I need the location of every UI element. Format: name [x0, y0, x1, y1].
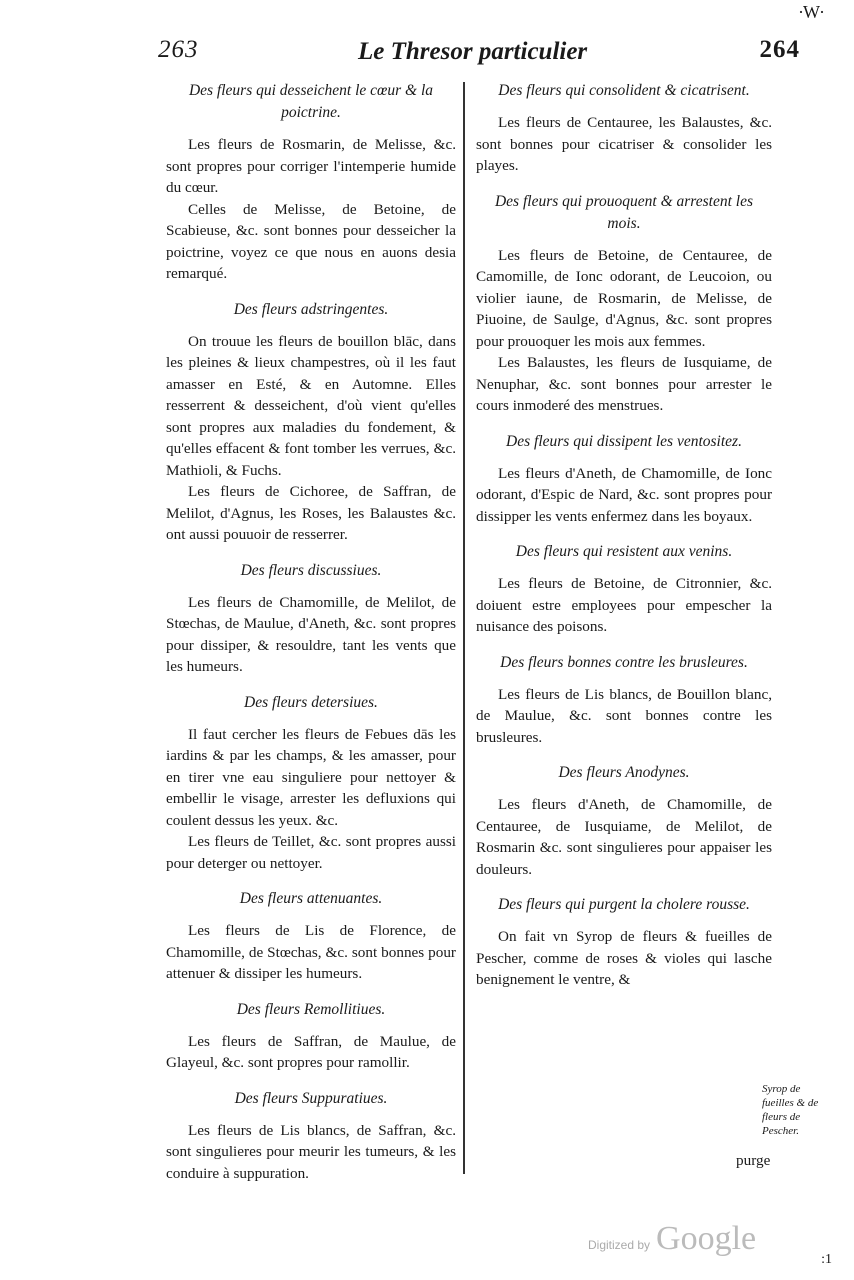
paragraph: Celles de Melisse, de Betoine, de Scabieuse, &c. sont bonnes pour desseicher la poictrine, voyez ce que nous en auons desia remarqué.	[166, 200, 456, 282]
catchword: purge	[736, 1152, 771, 1169]
paragraph: Les fleurs de Teillet, &c. sont propres aussi pour deterger ou nettoyer.	[166, 833, 456, 872]
paragraph: Les fleurs de Cichoree, de Saffran, de Melilot, d'Agnus, les Roses, les Balaustes &c. ont aussi pouuoir de resserrer.	[166, 483, 456, 543]
google-logo: Google	[656, 1220, 757, 1257]
section	[166, 299, 456, 546]
section	[166, 692, 456, 875]
paragraph: Les fleurs de Saffran, de Maulue, de Glayeul, &c. sont propres pour ramollir.	[166, 1032, 456, 1071]
paragraph: Il faut cercher les fleurs de Febues dās les iardins & par les champs, & les amasser, pour en tirer vne eau singuliere pour nettoyer & embellir le visage, arrester les defluxions qui coulent dessus les yeux. &c.	[166, 725, 456, 829]
section-heading: Des fleurs bonnes contre les brusleures.	[500, 653, 748, 671]
section	[166, 888, 456, 985]
section-heading: Des fleurs qui prouoquent & arrestent les mois.	[494, 192, 754, 232]
section-heading: Des fleurs detersiues.	[244, 693, 378, 711]
corner-mark: ·W·	[798, 2, 824, 22]
section-heading: Des fleurs Anodynes.	[558, 764, 690, 781]
section	[476, 191, 772, 417]
section	[476, 80, 772, 177]
paragraph: Les fleurs d'Aneth, de Chamomille, de Ionc odorant, d'Espic de Nard, &c. sont propres pour dissipper les vents enfermez dans les boyaux.	[476, 464, 772, 525]
section-heading: Des fleurs qui consolident & cicatrisent.	[498, 82, 750, 99]
page-number-right: 264	[759, 36, 800, 63]
section-heading: Des fleurs Remollitiues.	[236, 1000, 386, 1018]
paragraph: Les fleurs de Betoine, de Citronnier, &c. doiuent estre employees pour empescher la nuisance des poisons.	[476, 575, 772, 635]
section	[166, 80, 456, 285]
stray-mark: :1	[821, 1252, 832, 1267]
section	[476, 541, 772, 638]
marginal-note: Syrop de fueilles & de fleurs de Pescher.	[762, 1083, 819, 1137]
section	[476, 431, 772, 528]
paragraph: On trouue les fleurs de bouillon blāc, dans les pleines & lieux champestres, où il les faut amasser en Esté, & en Automne. Elles resserrent & desseichent, d'où vient qu'elles sont propres aux maladies du fondement, & qu'elles effacent & font tomber les verrues, &c. Mathioli, & Fuchs.	[166, 332, 456, 479]
paragraph: Les Balaustes, les fleurs de Iusquiame, de Nenuphar, &c. sont bonnes pour arrester le cours inmoderé des menstrues.	[476, 354, 772, 414]
paragraph: Les fleurs de Chamomille, de Melilot, de Stœchas, de Maulue, d'Aneth, &c. sont propres pour dissiper, & resouldre, tant les vents que les humeurs.	[166, 593, 456, 675]
left-column	[166, 80, 456, 1198]
section-heading: Des fleurs qui dissipent les ventositez.	[506, 432, 742, 450]
paragraph: Les fleurs de Lis blancs, de Saffran, &c. sont singulieres pour meurir les tumeurs, & les conduire à suppuration.	[166, 1121, 456, 1182]
digitized-watermark	[588, 1218, 756, 1258]
running-header	[150, 36, 800, 76]
digitized-by-text: Digitized by	[588, 1238, 651, 1252]
page-number-left: 263	[158, 36, 199, 63]
paragraph: Les fleurs de Betoine, de Centauree, de Camomille, de Ionc odorant, de Leucoion, ou violier iaune, de Rosmarin, de Melisse, de Piuoine, de Saulge, d'Agnus, &c. sont propres pour prouoquer les mois aux femmes.	[476, 246, 772, 350]
section	[166, 1088, 456, 1185]
section	[166, 999, 456, 1074]
column-divider	[463, 82, 465, 1174]
section-heading: Des fleurs qui desseichent le cœur & la poictrine.	[188, 82, 434, 121]
paragraph: Les fleurs de Centauree, les Balaustes, &c. sont bonnes pour cicatriser & consolider les playes.	[476, 114, 772, 174]
paragraph: Les fleurs de Rosmarin, de Melisse, &c. sont propres pour corriger l'intemperie humide du cœur.	[166, 136, 456, 196]
running-title: Le Thresor particulier	[358, 38, 588, 65]
section-heading: Des fleurs attenuantes.	[239, 890, 383, 907]
section-heading: Des fleurs adstringentes.	[233, 300, 389, 318]
section	[476, 894, 772, 991]
section-heading: Des fleurs discussiues.	[240, 561, 382, 579]
paragraph: Les fleurs de Lis blancs, de Bouillon blanc, de Maulue, &c. sont bonnes contre les brusleures.	[476, 685, 772, 746]
right-column	[476, 80, 772, 1005]
section	[166, 560, 456, 678]
section	[476, 762, 772, 880]
paragraph: On fait vn Syrop de fleurs & fueilles de Pescher, comme de roses & violes qui lasche benignement le ventre, &	[476, 928, 772, 988]
section-heading: Des fleurs qui purgent la cholere rousse.	[498, 896, 750, 913]
paragraph: Les fleurs de Lis de Florence, de Chamomille, de Stœchas, &c. sont bonnes pour attenuer & dissiper les humeurs.	[166, 922, 456, 982]
section	[476, 652, 772, 749]
section-heading: Des fleurs Suppuratiues.	[234, 1089, 388, 1107]
paragraph: Les fleurs d'Aneth, de Chamomille, de Centauree, de Iusquiame, de Melilot, de Rosmarin &c. sont singulieres pour appaiser les douleurs.	[476, 796, 772, 878]
section-heading: Des fleurs qui resistent aux venins.	[515, 543, 733, 560]
